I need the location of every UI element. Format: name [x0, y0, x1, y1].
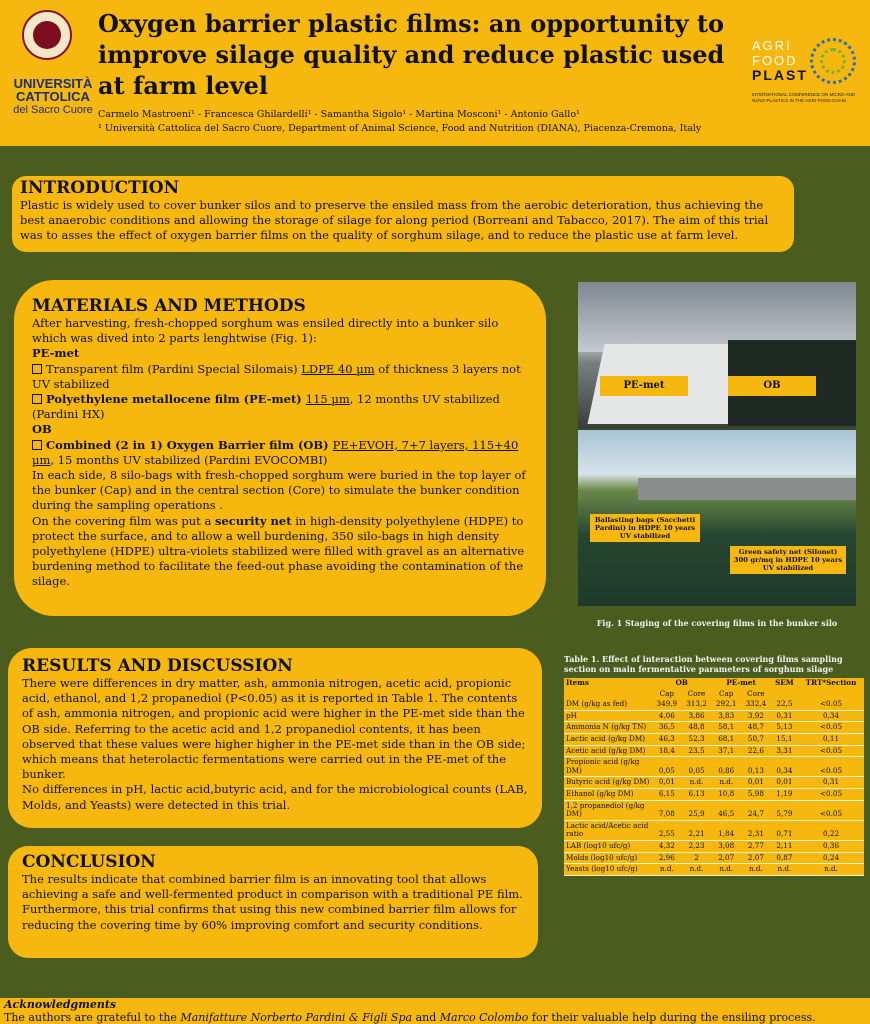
affiliation: ¹ Università Cattolica del Sacro Cuore, Department of Animal Science, Food and Nutrition (DIANA), Piacenza-Cremona, Italy	[98, 123, 702, 134]
row-value: 2,77	[741, 840, 771, 852]
table-row	[564, 733, 864, 745]
author-block	[98, 108, 748, 136]
film-item-ob: Combined (2 in 1) Oxygen Barrier film (OB) PE+EVOH, 7+7 layers, 115+40 µm, 15 months UV stabilized (Pardini EVOCOMBI)	[32, 437, 519, 467]
row-value: 5,98	[741, 788, 771, 800]
th-cap: Cap	[659, 688, 675, 698]
row-value: 52,3	[682, 733, 712, 745]
label-pemet: PE-met	[600, 376, 688, 396]
row-value: 23,5	[682, 745, 712, 757]
row-item: Lactic acid (g/kg DM)	[564, 733, 652, 745]
poster-header	[0, 0, 870, 146]
poster-title: Oxygen barrier plastic films: an opportunity to improve silage quality and reduce plastic used at farm level	[98, 9, 725, 100]
table-row	[564, 788, 864, 800]
introduction-heading: INTRODUCTION	[20, 178, 180, 198]
logo-line3: del Sacro Cuore	[13, 104, 93, 116]
row-value: 10,8	[711, 788, 741, 800]
conclusion-text: The results indicate that combined barrier film is an innovating tool that allows achieving a safe and well-fermented product in comparison with a traditional PE film. Furthermore, this trial confirms that using this new combined barrier film allows for reducing the covering time by 60% improving comfort and security conditions.	[22, 872, 523, 932]
checkbox-icon	[32, 364, 42, 374]
methods-intro: After harvesting, fresh-chopped sorghum was ensiled directly into a bunker silo which was dived into 2 parts lenghtwise (Fig. 1):	[32, 316, 499, 346]
row-value: 3,92	[741, 710, 771, 722]
introduction-panel	[12, 176, 794, 252]
row-value: 0,01	[741, 777, 771, 789]
row-value: 3,86	[682, 710, 712, 722]
row-value: 0,31	[771, 710, 798, 722]
row-value: 7,08	[652, 800, 682, 820]
row-value: n.d.	[652, 864, 682, 876]
photo-bunker-films	[578, 282, 856, 428]
ack-heading: Acknowledgments	[4, 998, 117, 1011]
label-ballast-bags: Ballasting bags (Sacchetti Pardini) in HDPE 10 years UV stabilized	[590, 514, 700, 542]
row-value: 37,1	[711, 745, 741, 757]
row-value: 18,4	[652, 745, 682, 757]
row-value: n.d.	[741, 864, 771, 876]
row-value: 332,4	[741, 699, 771, 710]
row-value: 22,6	[741, 745, 771, 757]
row-value: 0,36	[798, 840, 864, 852]
row-value: <0.05	[798, 699, 864, 710]
row-value: 5,13	[771, 722, 798, 734]
checkbox-icon	[32, 440, 42, 450]
row-value: n.d.	[682, 864, 712, 876]
results-panel	[8, 648, 542, 828]
row-value: n.d.	[711, 864, 741, 876]
introduction-text: Plastic is widely used to cover bunker silos and to preserve the ensiled mass from the aerobic deterioration, thus achieving the best anaerobic conditions and allowing the storage of silage for along period (Borreani and Tabacco, 2017). The aim of this trial was to asses the effect of oxygen barrier films on the quality of sorghum silage, and to reduce the plastic use at farm level.	[20, 198, 769, 243]
table-row	[564, 820, 864, 840]
row-item: Ethanol (g/kg DM)	[564, 788, 652, 800]
logo-line2: CATTOLICA	[16, 89, 90, 104]
table-caption: Table 1. Effect of interaction between covering films sampling section on main fermentative parameters of sorghum silage	[564, 654, 843, 674]
row-value: 2,11	[771, 840, 798, 852]
results-table	[564, 678, 864, 876]
dotted-circle-inner-icon	[820, 48, 846, 74]
row-value: 0,87	[771, 852, 798, 864]
row-value: 6,13	[682, 788, 712, 800]
row-item: Acetic acid (g/kg DM)	[564, 745, 652, 757]
row-value: 6,15	[652, 788, 682, 800]
row-value: 0,86	[711, 757, 741, 777]
ack-text: The authors are grateful to the Manifatture Norberto Pardini & Figli Spa and Marco Colombo for their valuable help during the ensiling process.	[4, 1011, 816, 1024]
row-value: 1,19	[771, 788, 798, 800]
ob-label: OB	[32, 422, 52, 437]
th-core: Core	[687, 688, 706, 698]
table-row	[564, 757, 864, 777]
conclusion-heading: CONCLUSION	[22, 852, 156, 872]
row-value: 313,2	[682, 699, 712, 710]
row-value: 24,7	[741, 800, 771, 820]
university-seal-icon	[22, 10, 72, 60]
methods-net: On the covering film was put a security net in high-density polyethylene (HDPE) to protect the surface, and to allow a well burdening, 350 silo-bags in high density polyethylene (HDPE) ultra-violets stabilized were filled with gravel as an alternative burdening method to facilitate the feed-out phase avoiding the contamination of the silage.	[32, 513, 525, 589]
row-value: 2,07	[711, 852, 741, 864]
row-value: 0,71	[771, 820, 798, 840]
film-item-ldpe: Transparent film (Pardini Special Silomais) LDPE 40 µm of thickness 3 layers not UV stabilized	[32, 361, 521, 391]
th-trt: TRT*Section	[805, 678, 857, 687]
agri-caption: INTERNATIONAL CONFERENCE ON MICRO AND NANO-PLASTICS IN THE AGRI-FOOD-CHAIN	[752, 92, 856, 103]
methods-heading: MATERIALS AND METHODS	[32, 296, 306, 316]
row-value: n.d.	[711, 777, 741, 789]
row-value: 3,31	[771, 745, 798, 757]
th-pemet: PE-met	[726, 678, 756, 687]
row-value: 48,8	[682, 722, 712, 734]
row-value: 2	[682, 852, 712, 864]
figure-1-photos	[578, 282, 856, 606]
row-value: 48,7	[741, 722, 771, 734]
row-value: <0.05	[798, 757, 864, 777]
table-row	[564, 722, 864, 734]
row-value: 1,84	[711, 820, 741, 840]
row-value: 3,08	[711, 840, 741, 852]
row-value: 25,9	[682, 800, 712, 820]
row-value: 0,05	[682, 757, 712, 777]
row-value: 50,7	[741, 733, 771, 745]
row-value: 0,13	[741, 757, 771, 777]
conclusion-panel	[8, 846, 538, 958]
row-value: 15,1	[771, 733, 798, 745]
row-value: 0,05	[652, 757, 682, 777]
results-text-1: There were differences in dry matter, ash, ammonia nitrogen, acetic acid, propionic acid, ethanol, and 1,2 propanediol (P<0.05) as it is reported in Table 1. The contents of ash, ammonia nitrogen, and propionic acid were higher in the PE-met side than the OB side. Referring to the acetic acid and 1,2 propanediol contents, it has been observed that these values were higher higher in the PE-met side than in the OB side; which means that heterolactic fermentations were carried out in the PE-met of the bunker.	[22, 676, 526, 782]
pemet-label: PE-met	[32, 346, 80, 361]
row-value: 0,34	[798, 710, 864, 722]
table-row	[564, 710, 864, 722]
row-value: 2,07	[741, 852, 771, 864]
table-row	[564, 800, 864, 820]
row-value: 2,55	[652, 820, 682, 840]
th-ob: OB	[675, 678, 688, 687]
row-value: 5,79	[771, 800, 798, 820]
checkbox-icon	[32, 394, 42, 404]
th-sem: SEM	[775, 678, 794, 687]
row-item: DM (g/kg as fed)	[564, 699, 652, 710]
row-value: 68,1	[711, 733, 741, 745]
label-ob: OB	[728, 376, 816, 396]
table-row	[564, 864, 864, 876]
row-value: 2,96	[652, 852, 682, 864]
row-value: 36,5	[652, 722, 682, 734]
row-item: 1,2 propanediol (g/kg DM)	[564, 800, 652, 820]
row-value: 292,1	[711, 699, 741, 710]
table-row	[564, 852, 864, 864]
row-value: 4,32	[652, 840, 682, 852]
table-row	[564, 840, 864, 852]
row-item: Butyric acid (g/kg DM)	[564, 777, 652, 789]
row-value: 0,11	[798, 733, 864, 745]
row-value: 4,06	[652, 710, 682, 722]
methods-silobags: In each side, 8 silo-bags with fresh-chopped sorghum were buried in the top layer of the bunker (Cap) and in the central section (Core) to simulate the bunker condition during the sampling operations .	[32, 468, 526, 513]
methods-body	[32, 316, 528, 590]
row-value: 349,9	[652, 699, 682, 710]
results-text-2: No differences in pH, lactic acid,butyric acid, and for the microbiological counts (LAB, Molds, and Yeasts) were detected in this trial.	[22, 782, 528, 812]
row-value: <0.05	[798, 800, 864, 820]
row-value: 2,31	[741, 820, 771, 840]
row-item: LAB (log10 ufc/g)	[564, 840, 652, 852]
row-item: Yeasts (log10 ufc/g)	[564, 864, 652, 876]
row-value: 0,01	[771, 777, 798, 789]
row-value: 58,1	[711, 722, 741, 734]
row-value: 0,34	[771, 757, 798, 777]
results-heading: RESULTS AND DISCUSSION	[22, 656, 293, 676]
row-value: 0,31	[798, 777, 864, 789]
row-item: Propionic acid (g/kg DM)	[564, 757, 652, 777]
agri-line2: FOOD	[752, 53, 798, 68]
row-value: 3,83	[711, 710, 741, 722]
authors: Carmelo Mastroeni¹ - Francesca Ghilardelli¹ - Samantha Sigolo¹ - Martina Mosconi¹ - Antonio Gallo¹	[98, 109, 580, 120]
row-value: <0.05	[798, 722, 864, 734]
row-item: Molds (log10 ufc/g)	[564, 852, 652, 864]
agri-line1: AGRI	[752, 38, 792, 53]
acknowledgments	[0, 998, 870, 1024]
row-item: pH	[564, 710, 652, 722]
row-value: 2,21	[682, 820, 712, 840]
methods-panel	[14, 280, 546, 616]
label-safety-net: Green safety net (Silonet) 300 gr/mq in HDPE 10 years UV stabilized	[730, 546, 846, 574]
th-core: Core	[747, 688, 765, 698]
row-value: 2,23	[682, 840, 712, 852]
row-value: <0.05	[798, 788, 864, 800]
table-row	[564, 699, 864, 710]
figure-caption: Fig. 1 Staging of the covering films in the bunker silo	[596, 618, 838, 628]
row-value: <0.05	[798, 745, 864, 757]
row-value: 46,3	[652, 733, 682, 745]
table-row	[564, 745, 864, 757]
logo-line1: UNIVERSITÀ	[13, 76, 93, 91]
row-value: n.d.	[798, 864, 864, 876]
row-value: n.d.	[771, 864, 798, 876]
row-value: 0,01	[652, 777, 682, 789]
row-value: 46,5	[711, 800, 741, 820]
row-value: 22,5	[771, 699, 798, 710]
th-items: Items	[566, 678, 589, 687]
agrifoodplast-logo	[752, 38, 864, 108]
row-value: 0,24	[798, 852, 864, 864]
row-item: Lactic acid/Acetic acid ratio	[564, 820, 652, 840]
row-value: 0,22	[798, 820, 864, 840]
agri-line3: PLAST	[752, 67, 808, 83]
film-item-pemet: Polyethylene metallocene film (PE-met) 115 µm, 12 months UV stabilized (Pardini HX)	[32, 392, 500, 422]
table-row	[564, 777, 864, 789]
row-item: Ammonia N (g/kg TN)	[564, 722, 652, 734]
th-cap: Cap	[719, 688, 734, 698]
row-value: n.d.	[682, 777, 712, 789]
university-logo	[8, 6, 93, 126]
